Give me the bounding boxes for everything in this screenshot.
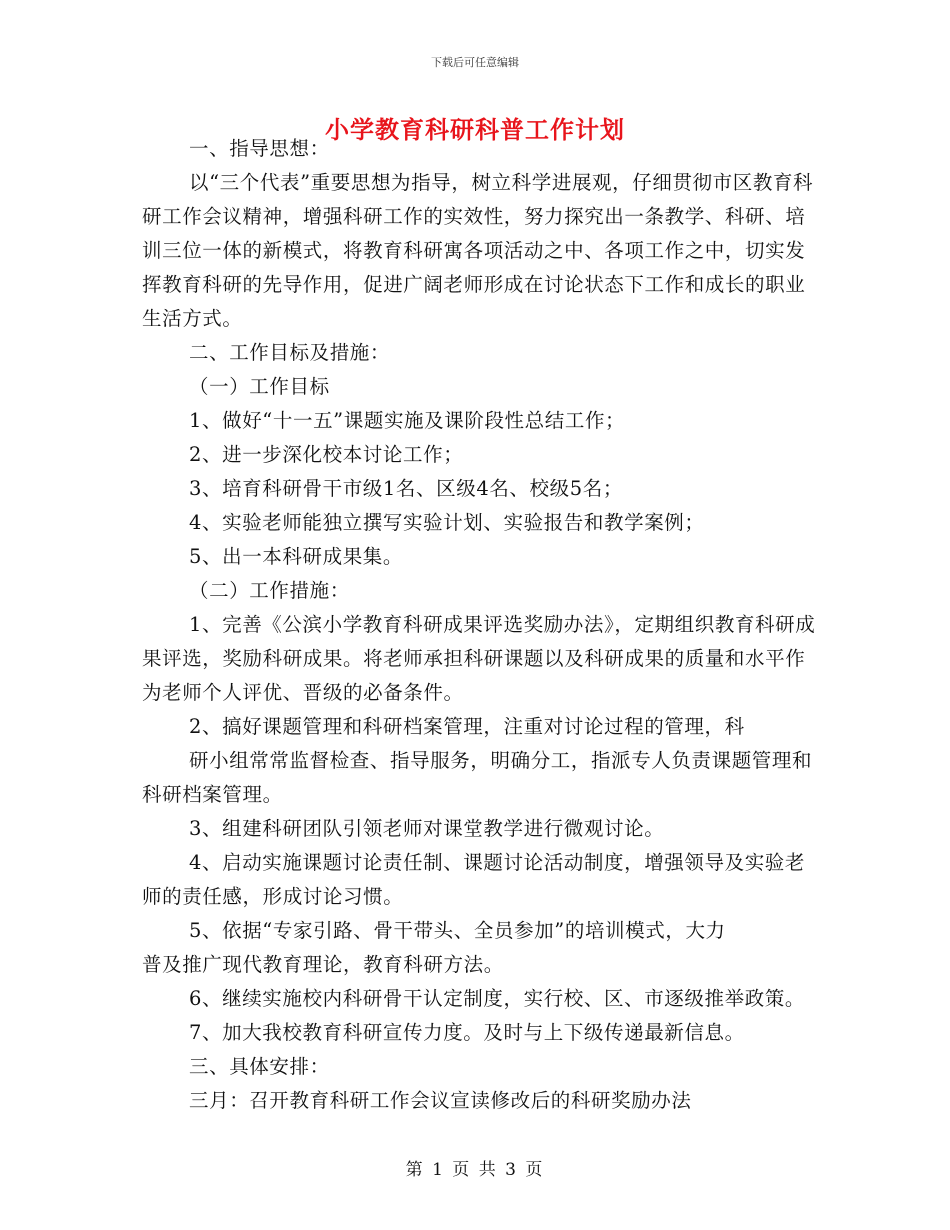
document-title: 小学教育科研科普工作计划 (325, 115, 625, 144)
goal-item-4: 4、实验老师能独立撰写实验计划、实验报告和教学案例； (189, 511, 705, 534)
goal-item-5: 5、出一本科研成果集。 (189, 545, 404, 568)
section-heading-goals-measures: 二、工作目标及措施： (189, 341, 391, 364)
measure-item-2-line-1: 2、搞好课题管理和科研档案管理，注重对讨论过程的管理，科 (189, 715, 745, 738)
measure-item-5-line-2: 普及推广现代教育理论，教育科研方法。 (142, 953, 504, 976)
paragraph-guiding-thought: 以“三个代表”重要思想为指导，树立科学进展观，仔细贯彻市区教育科研工作会议精神，增强科研工作的实效性，努力探究出一条教学、科研、培训三位一体的新模式，将教育科研寓各项活动之中、各项工作之中，切实发挥教育科研的先导作用，促进广阔老师形成在讨论状态下工作和成长的职业生活方式。 (142, 171, 814, 330)
subheading-work-goals: （一）工作目标 (189, 375, 330, 398)
measure-item-6: 6、继续实施校内科研骨干认定制度，实行校、区、市逐级推举政策。 (189, 987, 806, 1010)
section-heading-guiding-thought: 一、指导思想： (189, 137, 330, 160)
goal-item-3: 3、培育科研骨干市级1名、区级4名、校级5名； (189, 477, 623, 500)
measure-item-5-line-1: 5、依据“专家引路、骨干带头、全员参加”的培训模式，大力 (189, 919, 726, 942)
page-footer: 第 1 页 共 3 页 (405, 1160, 545, 1180)
measure-item-2-line-2: 研小组常常监督检查、指导服务，明确分工，指派专人负责课题管理和科研档案管理。 (142, 749, 813, 806)
subheading-work-measures: （二）工作措施： (189, 579, 350, 602)
goal-item-1: 1、做好“十一五”课题实施及课阶段性总结工作； (189, 409, 626, 432)
arrangement-march: 三月：召开教育科研工作会议宣读修改后的科研奖励办法 (189, 1089, 692, 1112)
goal-item-2: 2、进一步深化校本讨论工作； (189, 443, 464, 466)
measure-item-1: 1、完善《公滨小学教育科研成果评选奖励办法》，定期组织教育科研成果评选，奖励科研成果。将老师承担科研课题以及科研成果的质量和水平作为老师个人评优、晋级的必备条件。 (142, 613, 816, 704)
measure-item-4: 4、启动实施课题讨论责任制、课题讨论活动制度，增强领导及实验老师的责任感，形成讨论习惯。 (142, 851, 806, 908)
measure-item-3: 3、组建科研团队引领老师对课堂教学进行微观讨论。 (189, 817, 665, 840)
header-note: 下载后可任意编辑 (431, 56, 519, 69)
measure-item-7: 7、加大我校教育科研宣传力度。及时与上下级传递最新信息。 (189, 1021, 745, 1044)
section-heading-arrangements: 三、具体安排： (189, 1055, 330, 1078)
document-body (142, 132, 822, 1118)
